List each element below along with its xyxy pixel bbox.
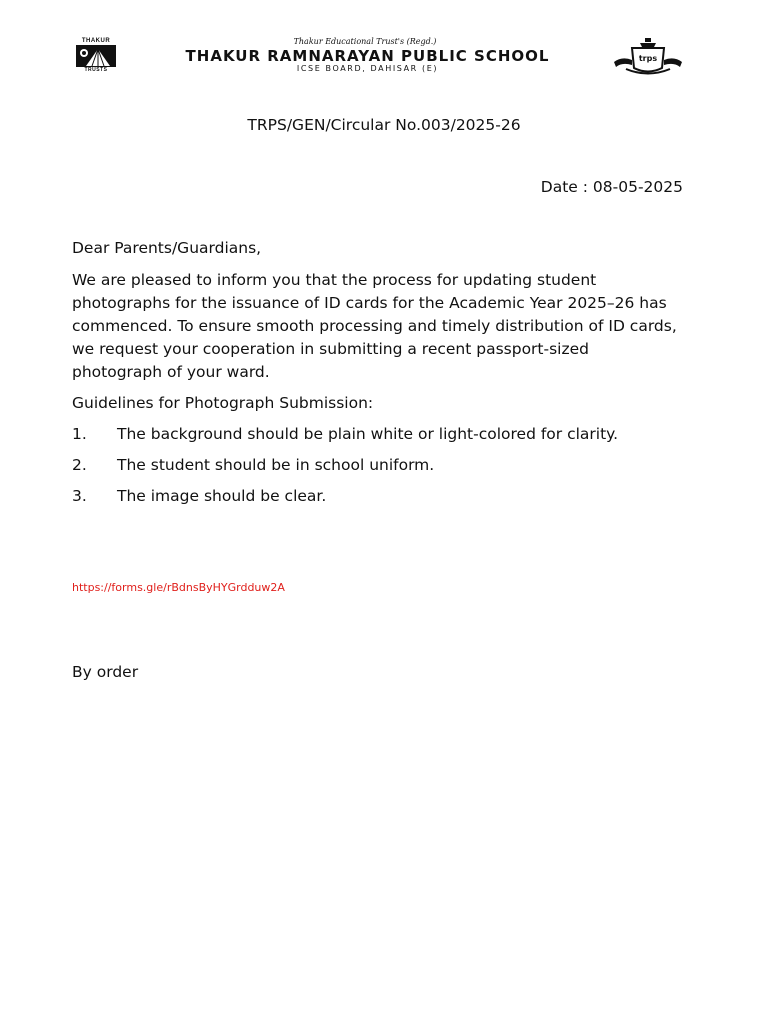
circular-date: Date : 08-05-2025 (540, 178, 683, 196)
guideline-text: The student should be in school uniform. (117, 456, 435, 474)
sunburst-icon (76, 45, 116, 67)
guideline-number: 2. (72, 456, 87, 474)
sign-off: By order (72, 663, 139, 681)
guideline-item (72, 485, 682, 508)
guideline-item (72, 454, 682, 477)
salutation: Dear Parents/Guardians, (72, 239, 262, 257)
circular-number: TRPS/GEN/Circular No.003/2025-26 (247, 116, 521, 134)
guidelines-heading: Guidelines for Photograph Submission: (72, 394, 374, 412)
guideline-number: 3. (72, 487, 87, 505)
guideline-item (72, 423, 682, 446)
school-crest-logo (612, 38, 684, 76)
trust-logo-top-text: THAKUR (81, 38, 111, 44)
trust-logo-bottom-text: TRUSTS (84, 67, 108, 73)
school-name: THAKUR RAMNARAYAN PUBLIC SCHOOL (185, 47, 550, 65)
board-line: ICSE BOARD, DAHISAR (E) (296, 64, 439, 73)
photo-form-link[interactable]: https://forms.gle/rBdnsByHYGrdduw2A (72, 581, 285, 594)
thakur-trusts-logo (74, 38, 118, 74)
body-paragraph: We are pleased to inform you that the process for updating student photographs for the issuance of ID cards for the Academic Year 2025–26 has commenced. To ensure smooth processing and timely distribution of ID cards, we request your cooperation in submitting a recent passport-sized photograph of your ward. (72, 271, 677, 381)
guideline-text: The image should be clear. (117, 487, 327, 505)
guideline-text: The background should be plain white or light-colored for clarity. (117, 425, 619, 443)
crest-text: trps (638, 54, 658, 63)
letterhead (0, 0, 768, 80)
trust-line: Thakur Educational Trust's (Regd.) (293, 37, 437, 46)
guideline-number: 1. (72, 425, 87, 443)
